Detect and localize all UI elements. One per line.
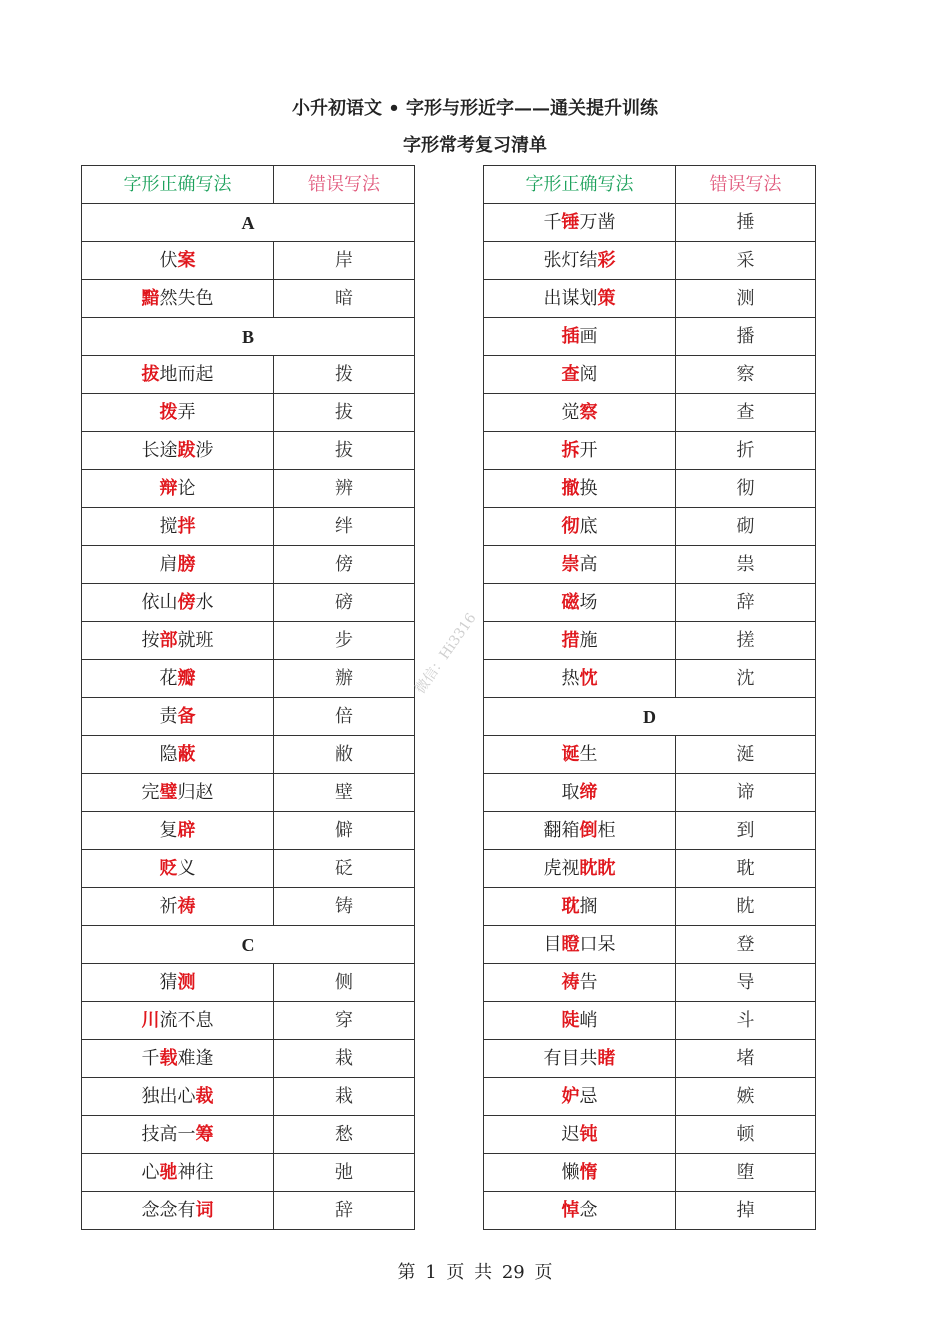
- key-character: 膀: [177, 553, 196, 575]
- key-character: 祷: [177, 895, 196, 917]
- table-row: [484, 964, 816, 1002]
- table-row: [82, 508, 415, 546]
- section-row: [82, 926, 415, 964]
- wrong-form-cell: 搓: [676, 622, 816, 660]
- key-character: 测: [177, 971, 196, 993]
- word-text: 画: [579, 325, 598, 347]
- section-row: [82, 204, 415, 242]
- wrong-form-cell: 播: [676, 318, 816, 356]
- table-row: [484, 774, 816, 812]
- wrong-form-cell: 察: [676, 356, 816, 394]
- key-character: 拆: [561, 439, 580, 461]
- wrong-form-cell: 侧: [274, 964, 415, 1002]
- word-text: 搁: [579, 895, 598, 917]
- word-text: 祈: [159, 895, 178, 917]
- word-text: 千: [543, 211, 562, 233]
- key-character: 崇: [561, 553, 580, 575]
- wrong-form-cell: 倍: [274, 698, 415, 736]
- table-row: [484, 508, 816, 546]
- key-character: 案: [177, 249, 196, 271]
- word-text: 出谋划: [543, 287, 598, 309]
- key-character: 察: [579, 401, 598, 423]
- key-character: 贬: [159, 857, 178, 879]
- table-row: [82, 1116, 415, 1154]
- word-text: 张灯结: [543, 249, 598, 271]
- key-character: 锤: [561, 211, 580, 233]
- word-text: 水: [195, 591, 214, 613]
- key-character: 驰: [159, 1161, 178, 1183]
- correct-form-cell: [82, 1154, 274, 1192]
- correct-form-cell: [82, 660, 274, 698]
- correct-form-cell: [82, 1078, 274, 1116]
- word-text: 场: [579, 591, 598, 613]
- wrong-form-cell: 铸: [274, 888, 415, 926]
- table-row: [82, 964, 415, 1002]
- word-text: 花: [159, 667, 178, 689]
- table-row: [82, 280, 415, 318]
- section-row: [82, 318, 415, 356]
- table-row: [484, 394, 816, 432]
- wrong-form-cell: 斗: [676, 1002, 816, 1040]
- table-row: [82, 356, 415, 394]
- word-text: 按: [141, 629, 160, 651]
- word-text: 念: [579, 1199, 598, 1221]
- table-row: [82, 622, 415, 660]
- word-text: 涉: [195, 439, 214, 461]
- key-character: 惰: [579, 1161, 598, 1183]
- table-row: [484, 546, 816, 584]
- wrong-form-cell: 祟: [676, 546, 816, 584]
- wrong-form-cell: 捶: [676, 204, 816, 242]
- wrong-form-cell: 砭: [274, 850, 415, 888]
- wrong-form-cell: 导: [676, 964, 816, 1002]
- key-character: 裁: [195, 1085, 214, 1107]
- table-row: [484, 812, 816, 850]
- key-character: 悼: [561, 1199, 580, 1221]
- word-text: 长途: [141, 439, 178, 461]
- word-text: 虎视: [543, 857, 580, 879]
- key-character: 忱: [579, 667, 598, 689]
- key-character: 备: [177, 705, 196, 727]
- correct-form-cell: [82, 432, 274, 470]
- key-character: 拌: [177, 515, 196, 537]
- word-text: 难逢: [177, 1047, 214, 1069]
- word-text: 阅: [579, 363, 598, 385]
- key-character: 部: [159, 629, 178, 651]
- table-row: [484, 356, 816, 394]
- key-character: 彩: [597, 249, 616, 271]
- word-text: 施: [579, 629, 598, 651]
- key-character: 黯: [141, 287, 160, 309]
- correct-form-cell: [484, 964, 676, 1002]
- key-character: 诞: [561, 743, 580, 765]
- section-letter: D: [484, 698, 816, 736]
- word-text: 觉: [561, 401, 580, 423]
- correct-form-cell: [82, 508, 274, 546]
- table-row: [82, 812, 415, 850]
- table-row: [82, 242, 415, 280]
- header-wrong: 错误写法: [676, 166, 816, 204]
- table-row: [484, 242, 816, 280]
- key-character: 策: [597, 287, 616, 309]
- table-row: [484, 1002, 816, 1040]
- correct-form-cell: [82, 888, 274, 926]
- word-text: 完: [141, 781, 160, 803]
- key-character: 睹: [597, 1047, 616, 1069]
- wrong-form-cell: 顿: [676, 1116, 816, 1154]
- correct-form-cell: [82, 242, 274, 280]
- wrong-form-cell: 登: [676, 926, 816, 964]
- correct-form-cell: [484, 394, 676, 432]
- table-row: [484, 1116, 816, 1154]
- wrong-form-cell: 堕: [676, 1154, 816, 1192]
- word-text: 就班: [177, 629, 214, 651]
- correct-form-cell: [82, 812, 274, 850]
- correct-form-cell: [82, 470, 274, 508]
- key-character: 瞪: [561, 933, 580, 955]
- word-text: 告: [579, 971, 598, 993]
- table-row: [82, 1040, 415, 1078]
- correct-form-cell: [484, 622, 676, 660]
- key-character: 撤: [561, 477, 580, 499]
- table-row: [82, 432, 415, 470]
- correct-form-cell: [484, 584, 676, 622]
- key-character: 蔽: [177, 743, 196, 765]
- wrong-form-cell: 绊: [274, 508, 415, 546]
- table-row: [484, 204, 816, 242]
- wrong-form-cell: 涎: [676, 736, 816, 774]
- word-text: 肩: [159, 553, 178, 575]
- correct-form-cell: [82, 736, 274, 774]
- wrong-form-cell: 辨: [274, 470, 415, 508]
- wrong-form-cell: 拔: [274, 432, 415, 470]
- correct-form-cell: [484, 1002, 676, 1040]
- key-character: 妒: [561, 1085, 580, 1107]
- wrong-form-cell: 谛: [676, 774, 816, 812]
- word-text: 峭: [579, 1009, 598, 1031]
- table-row: [82, 1192, 415, 1230]
- table-row: [484, 584, 816, 622]
- correct-form-cell: [484, 1192, 676, 1230]
- correct-form-cell: [82, 964, 274, 1002]
- word-text: 伏: [159, 249, 178, 271]
- table-row: [484, 850, 816, 888]
- correct-form-cell: [82, 698, 274, 736]
- table-row: [82, 774, 415, 812]
- correct-form-cell: [82, 850, 274, 888]
- correct-form-cell: [82, 1116, 274, 1154]
- correct-form-cell: [484, 850, 676, 888]
- word-text: 论: [177, 477, 196, 499]
- wrong-form-cell: 彻: [676, 470, 816, 508]
- table-row: [484, 1078, 816, 1116]
- word-text: 归赵: [177, 781, 214, 803]
- word-text: 懒: [561, 1161, 580, 1183]
- word-text: 有目共: [543, 1047, 598, 1069]
- word-text: 生: [579, 743, 598, 765]
- correct-form-cell: [484, 242, 676, 280]
- table-row: [82, 660, 415, 698]
- page-title: 小升初语文 • 字形与形近字——通关提升训练: [291, 98, 659, 119]
- word-text: 开: [579, 439, 598, 461]
- word-text: 翻箱: [543, 819, 580, 841]
- wrong-form-cell: 弛: [274, 1154, 415, 1192]
- table-row: [484, 280, 816, 318]
- table-row: [82, 736, 415, 774]
- table-row: [484, 888, 816, 926]
- key-character: 辟: [177, 819, 196, 841]
- word-text: 依山: [141, 591, 178, 613]
- wrong-form-cell: 沈: [676, 660, 816, 698]
- correct-form-cell: [484, 812, 676, 850]
- word-text: 义: [177, 857, 196, 879]
- table-row: [484, 622, 816, 660]
- wrong-form-cell: 测: [676, 280, 816, 318]
- table-row: [82, 394, 415, 432]
- key-character: 川: [141, 1009, 160, 1031]
- table-row: [484, 1040, 816, 1078]
- word-text: 地而起: [159, 363, 214, 385]
- correct-form-cell: [484, 1116, 676, 1154]
- word-text: 万凿: [579, 211, 616, 233]
- correct-form-cell: [484, 736, 676, 774]
- table-row: [82, 584, 415, 622]
- wrong-form-cell: 傍: [274, 546, 415, 584]
- wrong-form-cell: 壁: [274, 774, 415, 812]
- correct-form-cell: [484, 204, 676, 242]
- wrong-form-cell: 嫉: [676, 1078, 816, 1116]
- header-wrong: 错误写法: [274, 166, 415, 204]
- correct-form-cell: [484, 1040, 676, 1078]
- table-row: [82, 698, 415, 736]
- word-text: 念念有: [141, 1199, 196, 1221]
- table-row: [82, 1154, 415, 1192]
- wrong-form-cell: 拨: [274, 356, 415, 394]
- wrong-form-cell: 砌: [676, 508, 816, 546]
- key-character: 载: [159, 1047, 178, 1069]
- key-character: 措: [561, 629, 580, 651]
- word-text: 独出心: [141, 1085, 196, 1107]
- correct-form-cell: [484, 1078, 676, 1116]
- wrong-form-cell: 僻: [274, 812, 415, 850]
- table-row: [484, 318, 816, 356]
- key-character: 插: [561, 325, 580, 347]
- word-text: 换: [579, 477, 598, 499]
- section-row: [484, 698, 816, 736]
- word-text: 目: [543, 933, 562, 955]
- wrong-form-cell: 拔: [274, 394, 415, 432]
- wrong-form-cell: 到: [676, 812, 816, 850]
- table-row: [82, 1078, 415, 1116]
- key-character: 筹: [195, 1123, 214, 1145]
- table-row: [82, 850, 415, 888]
- table-body: [484, 204, 816, 1230]
- wrong-form-cell: 查: [676, 394, 816, 432]
- correct-form-cell: [82, 622, 274, 660]
- table-row: [484, 1154, 816, 1192]
- correct-form-cell: [82, 394, 274, 432]
- correct-form-cell: [484, 1154, 676, 1192]
- word-table-left: [81, 165, 415, 1230]
- word-text: 底: [579, 515, 598, 537]
- wrong-form-cell: 愁: [274, 1116, 415, 1154]
- correct-form-cell: [484, 470, 676, 508]
- correct-form-cell: [82, 774, 274, 812]
- watermark: 微信：Hi3316: [412, 610, 480, 697]
- word-text: 忌: [579, 1085, 598, 1107]
- word-text: 然失色: [159, 287, 214, 309]
- key-character: 词: [195, 1199, 214, 1221]
- table-header-row: [82, 166, 415, 204]
- key-character: 瓣: [177, 667, 196, 689]
- wrong-form-cell: 辦: [274, 660, 415, 698]
- section-letter: B: [82, 318, 415, 356]
- word-text: 神往: [177, 1161, 214, 1183]
- correct-form-cell: [484, 888, 676, 926]
- wrong-form-cell: 掉: [676, 1192, 816, 1230]
- table-body: [82, 204, 415, 1230]
- section-letter: C: [82, 926, 415, 964]
- key-character: 缔: [579, 781, 598, 803]
- correct-form-cell: [82, 1002, 274, 1040]
- key-character: 跋: [177, 439, 196, 461]
- correct-form-cell: [82, 1192, 274, 1230]
- table-header-row: [484, 166, 816, 204]
- word-text: 心: [141, 1161, 160, 1183]
- key-character: 璧: [159, 781, 178, 803]
- wrong-form-cell: 岸: [274, 242, 415, 280]
- word-text: 搅: [159, 515, 178, 537]
- correct-form-cell: [82, 584, 274, 622]
- key-character: 拔: [141, 363, 160, 385]
- wrong-form-cell: 辞: [274, 1192, 415, 1230]
- key-character: 磁: [561, 591, 580, 613]
- correct-form-cell: [484, 508, 676, 546]
- wrong-form-cell: 采: [676, 242, 816, 280]
- correct-form-cell: [82, 356, 274, 394]
- word-text: 弄: [177, 401, 196, 423]
- table-row: [82, 470, 415, 508]
- wrong-form-cell: 堵: [676, 1040, 816, 1078]
- header-correct: 字形正确写法: [82, 166, 274, 204]
- wrong-form-cell: 栽: [274, 1040, 415, 1078]
- wrong-form-cell: 栽: [274, 1078, 415, 1116]
- wrong-form-cell: 辞: [676, 584, 816, 622]
- wrong-form-cell: 耽: [676, 850, 816, 888]
- key-character: 傍: [177, 591, 196, 613]
- key-character: 陡: [561, 1009, 580, 1031]
- word-text: 猜: [159, 971, 178, 993]
- word-text: 取: [561, 781, 580, 803]
- correct-form-cell: [484, 660, 676, 698]
- correct-form-cell: [484, 432, 676, 470]
- word-text: 复: [159, 819, 178, 841]
- word-text: 迟: [561, 1123, 580, 1145]
- correct-form-cell: [484, 356, 676, 394]
- key-character: 辩: [159, 477, 178, 499]
- table-row: [484, 660, 816, 698]
- header-correct: 字形正确写法: [484, 166, 676, 204]
- correct-form-cell: [484, 280, 676, 318]
- correct-form-cell: [484, 926, 676, 964]
- key-character: 祷: [561, 971, 580, 993]
- wrong-form-cell: 折: [676, 432, 816, 470]
- table-row: [82, 546, 415, 584]
- table-row: [82, 888, 415, 926]
- correct-form-cell: [484, 318, 676, 356]
- key-character: 眈眈: [579, 857, 616, 879]
- word-table-right: [483, 165, 816, 1230]
- correct-form-cell: [82, 1040, 274, 1078]
- key-character: 拨: [159, 401, 178, 423]
- word-text: 隐: [159, 743, 178, 765]
- correct-form-cell: [82, 280, 274, 318]
- word-text: 千: [141, 1047, 160, 1069]
- table-row: [484, 736, 816, 774]
- word-text: 技高一: [141, 1123, 196, 1145]
- section-letter: A: [82, 204, 415, 242]
- table-row: [484, 926, 816, 964]
- wrong-form-cell: 磅: [274, 584, 415, 622]
- correct-form-cell: [484, 546, 676, 584]
- key-character: 耽: [561, 895, 580, 917]
- key-character: 查: [561, 363, 580, 385]
- word-text: 柜: [597, 819, 616, 841]
- table-row: [484, 432, 816, 470]
- key-character: 倒: [579, 819, 598, 841]
- page-subtitle: 字形常考复习清单: [403, 135, 547, 156]
- wrong-form-cell: 敝: [274, 736, 415, 774]
- word-text: 热: [561, 667, 580, 689]
- correct-form-cell: [82, 546, 274, 584]
- wrong-form-cell: 步: [274, 622, 415, 660]
- page-footer: 第 1 页 共 29 页: [397, 1262, 553, 1283]
- word-text: 口呆: [579, 933, 616, 955]
- wrong-form-cell: 穿: [274, 1002, 415, 1040]
- word-text: 流不息: [159, 1009, 214, 1031]
- word-text: 高: [579, 553, 598, 575]
- key-character: 钝: [579, 1123, 598, 1145]
- word-text: 责: [159, 705, 178, 727]
- table-row: [484, 1192, 816, 1230]
- wrong-form-cell: 暗: [274, 280, 415, 318]
- wrong-form-cell: 眈: [676, 888, 816, 926]
- key-character: 彻: [561, 515, 580, 537]
- table-row: [82, 1002, 415, 1040]
- correct-form-cell: [484, 774, 676, 812]
- table-row: [484, 470, 816, 508]
